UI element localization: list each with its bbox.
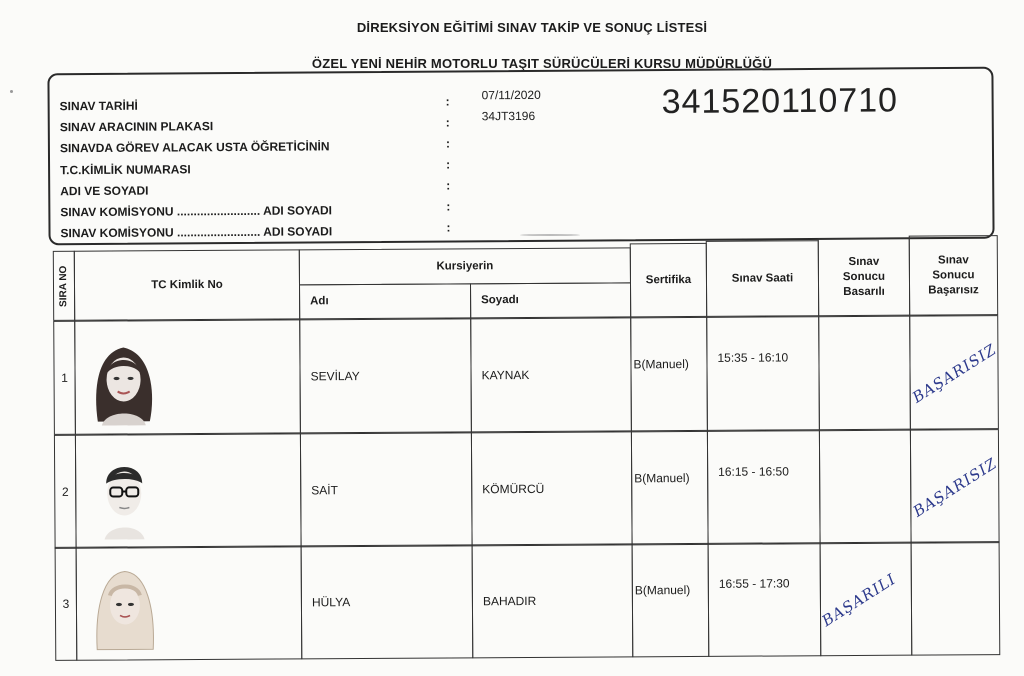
result-passed-cell	[820, 542, 913, 657]
header-sertifika: Sertifika	[630, 243, 707, 317]
row-number-text: 1	[61, 370, 68, 385]
student-first-name	[299, 318, 472, 433]
header-sinav-saati: Sınav Saati	[706, 240, 819, 317]
colon: :	[445, 136, 450, 151]
photo-cell	[74, 319, 301, 434]
header-basarisiz: Sınav Sonucu Başarısız	[909, 235, 998, 316]
exam-time-text: 16:15 - 16:50	[718, 464, 789, 479]
student-last-name-text: KAYNAK	[481, 367, 530, 383]
certificate-type	[631, 431, 709, 545]
vehicle-plate-label: SINAV ARACININ PLAKASI	[59, 119, 214, 135]
colon: :	[445, 94, 450, 109]
student-first-name	[300, 432, 473, 547]
student-first-name-text: SAİT	[311, 483, 338, 498]
handwritten-failed: BAŞARISIZ	[909, 340, 1000, 407]
student-first-name-text: HÜLYA	[311, 595, 351, 610]
tc-number-label: T.C.KİMLİK NUMARASI	[60, 162, 191, 178]
exam-date-value: 07/11/2020	[481, 87, 541, 103]
photo-cell	[75, 433, 302, 548]
row-number-text: 2	[61, 484, 69, 499]
result-failed-cell	[911, 541, 1001, 656]
row-number	[55, 547, 78, 661]
header-adi: Adı	[299, 283, 471, 319]
colon: :	[446, 157, 451, 172]
colon: :	[445, 115, 450, 130]
exam-time	[707, 430, 821, 545]
header-basarili: Sınav Sonucu Basarılı	[818, 238, 910, 317]
header-soyadi: Soyadı	[470, 282, 631, 318]
instructor-label: SINAVDA GÖREV ALACAK USTA ÖĞRETİCİNİN	[59, 139, 330, 156]
certificate-type-text: B(Manuel)	[633, 357, 689, 372]
result-passed-cell	[818, 316, 911, 431]
document-title: DİREKSİYON EĞİTİMİ SINAV TAKİP VE SONUÇ LİSTESİ	[356, 20, 708, 35]
result-failed-cell	[910, 429, 1000, 544]
header-tc-kimlik: TC Kimlik No	[74, 249, 300, 320]
document-number: 341520110710	[661, 81, 899, 122]
colon: :	[446, 199, 451, 214]
exam-results-table	[53, 233, 1001, 663]
colon: :	[446, 178, 451, 193]
student-first-name-text: SEVİLAY	[310, 369, 360, 384]
header-kursiyerin: Kursiyerin	[299, 247, 631, 285]
institution-title: ÖZEL YENİ NEHİR MOTORLU TAŞIT SÜRÜCÜLERİ KURSU MÜDÜRLÜĞÜ	[311, 56, 773, 71]
header-sira-no: SIRA NO	[53, 251, 75, 321]
result-passed-cell	[819, 430, 912, 545]
exam-time-text: 16:55 - 17:30	[718, 576, 790, 591]
student-last-name	[471, 431, 633, 546]
committee-2-label: SINAV KOMİSYONU ......................... ADI SOYADI	[60, 224, 333, 241]
result-failed-cell	[909, 315, 999, 430]
student-last-name	[472, 543, 634, 658]
scan-speck	[10, 90, 13, 93]
exam-time	[706, 316, 820, 431]
certificate-type	[630, 317, 708, 431]
scan-speck	[520, 234, 580, 236]
name-surname-label: ADI VE SOYADI	[60, 183, 149, 199]
vehicle-plate-value: 34JT3196	[481, 108, 536, 124]
student-photo	[84, 447, 165, 539]
student-last-name-text: KÖMÜRCÜ	[482, 481, 545, 497]
row-number-text: 3	[62, 596, 70, 611]
committee-1-label: SINAV KOMİSYONU ......................... ADI SOYADI	[60, 203, 333, 220]
student-first-name	[301, 544, 474, 659]
student-last-name-text: BAHADIR	[482, 593, 537, 609]
exam-date-label: SINAV TARİHİ	[59, 98, 138, 114]
row-number	[54, 435, 77, 549]
certificate-type-text: B(Manuel)	[634, 471, 690, 486]
photo-cell	[76, 545, 303, 660]
exam-time	[708, 542, 822, 657]
handwritten-passed: BAŞARILI	[818, 569, 900, 631]
certificate-type-text: B(Manuel)	[634, 583, 691, 598]
exam-info-box	[47, 67, 994, 246]
handwritten-failed: BAŞARISIZ	[909, 454, 1001, 521]
row-number	[53, 321, 76, 435]
colon: :	[446, 220, 451, 235]
certificate-type	[632, 543, 710, 657]
student-photo	[83, 333, 164, 425]
student-last-name	[470, 317, 632, 432]
exam-time-text: 15:35 - 16:10	[717, 350, 789, 365]
student-photo	[85, 559, 166, 651]
